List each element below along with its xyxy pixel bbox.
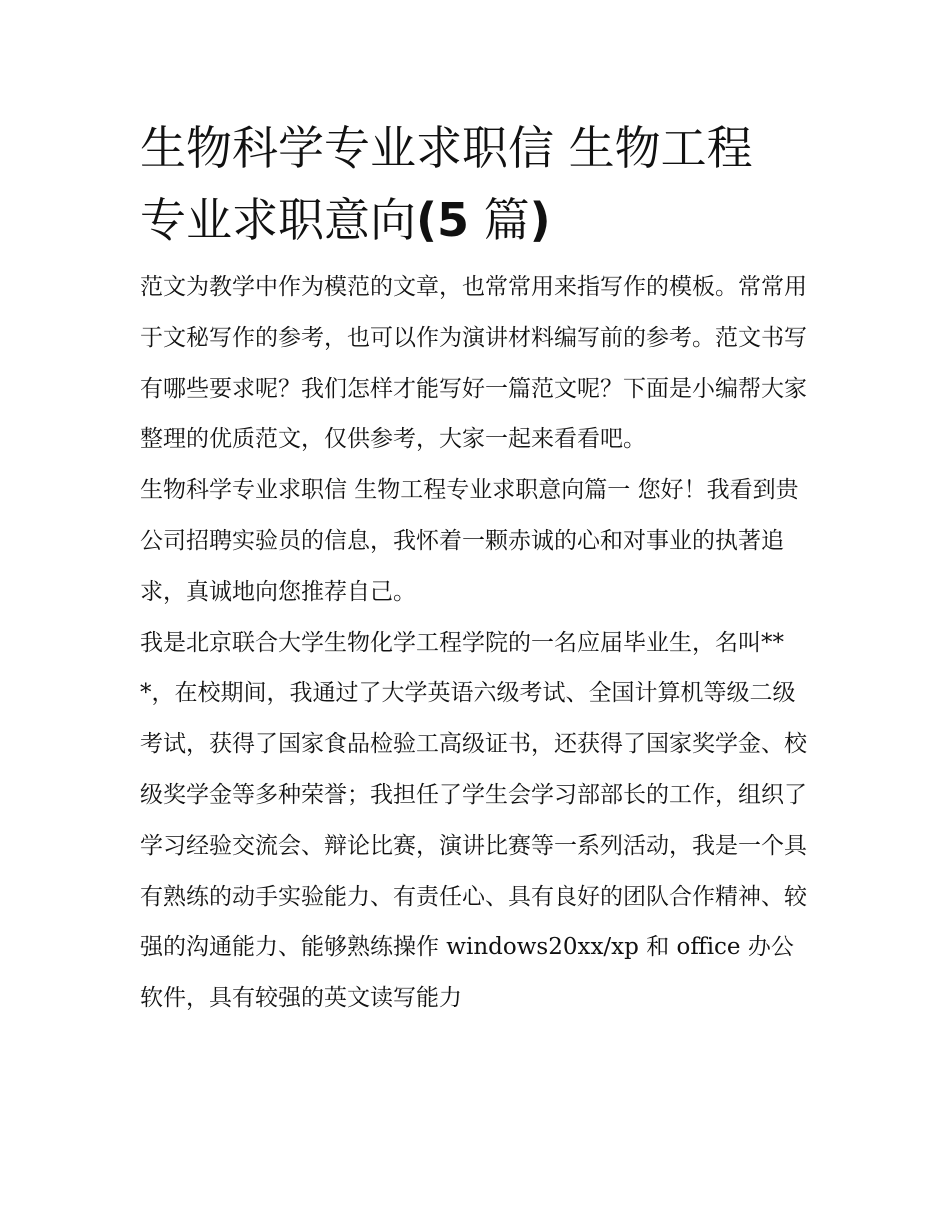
document-title	[140, 112, 812, 256]
paragraph-intro: 范文为教学中作为模范的文章，也常常用来指写作的模板。常常用于文秘写作的参考，也可以作为演讲材料编写前的参考。范文书写有哪些要求呢？我们怎样才能写好一篇范文呢？下面是小编帮大家整理的优质范文，仅供参考，大家一起来看看吧。	[140, 274, 807, 453]
paragraph-self-introduction: 我是北京联合大学生物化学工程学院的一名应届毕业生，名叫***，在校期间，我通过了大学英语六级考试、全国计算机等级二级考试，获得了国家食品检验工高级证书，还获得了国家奖学金、校级奖学金等多种荣誉；我担任了学生会学习部部长的工作，组织了学习经验交流会、辩论比赛，演讲比赛等一系列活动，我是一个具有熟练的动手实验能力、有责任心、具有良好的团队合作精神、较强的沟通能力、能够熟练操作 windows20xx/xp 和 office 办公软件，具有较强的英文读写能力	[140, 629, 807, 1012]
title-line-1: 生物科学专业求职信 生物工程	[140, 121, 753, 175]
title-line-2-prefix: 专业求职意向	[140, 193, 416, 247]
title-count-close: )	[529, 193, 551, 247]
paragraph-letter-opening: 生物科学专业求职信 生物工程专业求职意向篇一 您好！我看到贵公司招聘实验员的信息，我怀着一颗赤诚的心和对事业的执著追求，真诚地向您推荐自己。	[140, 477, 799, 605]
title-count-open: (5	[416, 193, 470, 247]
title-count-unit: 篇	[469, 193, 530, 247]
document-body	[140, 112, 812, 1024]
